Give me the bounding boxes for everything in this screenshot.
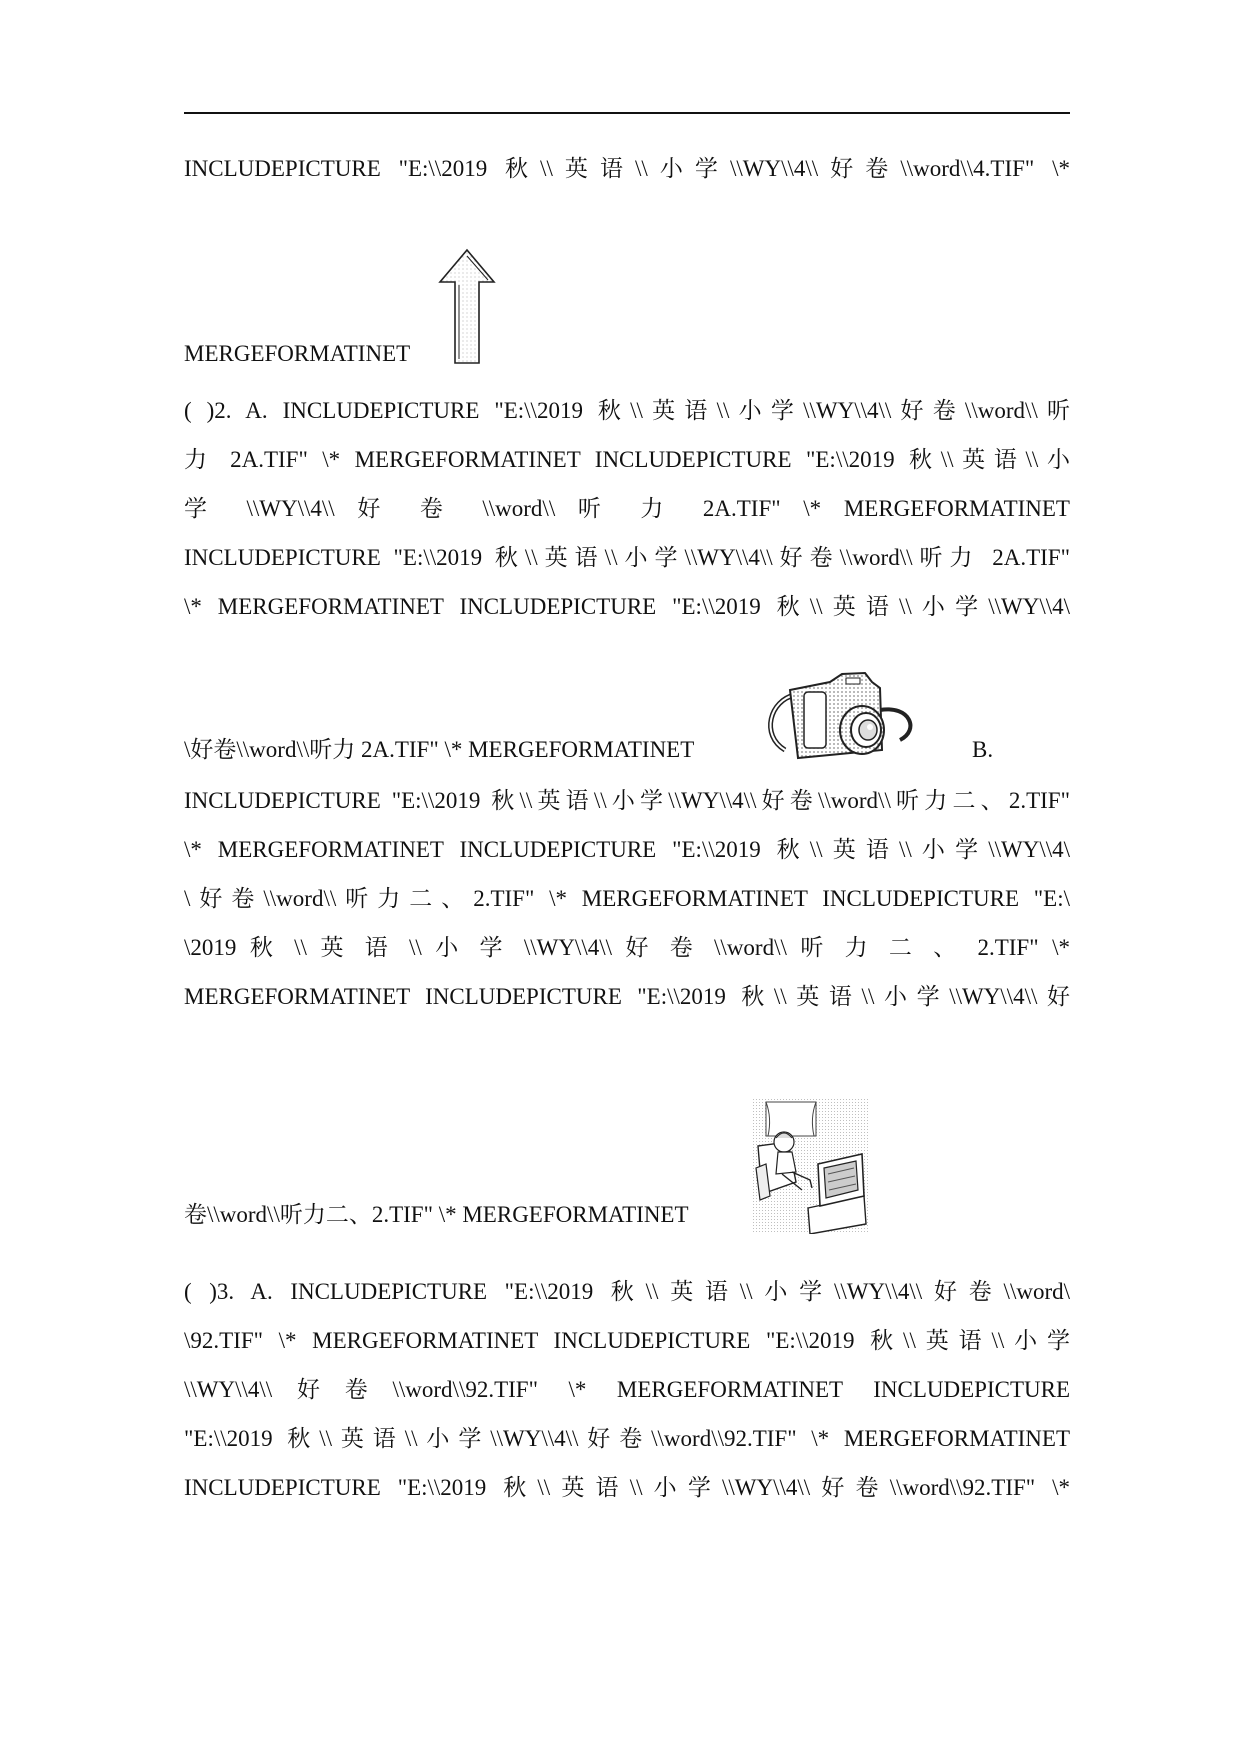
item2-camera-line: \好卷\\word\\听力 2A.TIF" \* MERGEFORMATINET (184, 737, 695, 762)
item2-tv-line: 卷\\word\\听力二、2.TIF" \* MERGEFORMATINET (184, 1202, 689, 1227)
item2-b-line-2: \* MERGEFORMATINET INCLUDEPICTURE "E:\\2019 秋\\英语\\小学\\WY\\4\ (184, 837, 1070, 862)
item3-line-2: \92.TIF" \* MERGEFORMATINET INCLUDEPICTURE "E:\\2019 秋\\英语\\小学 (184, 1328, 1070, 1353)
item2-line-2: 力 2A.TIF" \* MERGEFORMATINET INCLUDEPICTURE "E:\\2019 秋\\英语\\小 (184, 447, 1070, 472)
header-rule (184, 112, 1070, 114)
item3-line-3: \\WY\\4\\好卷\\word\\92.TIF" \* MERGEFORMATINET INCLUDEPICTURE (184, 1377, 1070, 1402)
item2-line-1: ( )2. A. INCLUDEPICTURE "E:\\2019 秋\\英语\\小学\\WY\\4\\好卷\\word\\听 (184, 398, 1070, 423)
item1-line-1: INCLUDEPICTURE "E:\\2019 秋\\英语\\小学\\WY\\4\\好卷\\word\\4.TIF" \* (184, 156, 1070, 181)
item3-line-4: "E:\\2019 秋\\英语\\小学\\WY\\4\\好卷\\word\\92.TIF" \* MERGEFORMATINET (184, 1426, 1070, 1451)
item3-line-1: ( )3. A. INCLUDEPICTURE "E:\\2019 秋\\英语\\小学\\WY\\4\\好卷\\word\ (184, 1279, 1070, 1304)
item1-line-2: MERGEFORMATINET (184, 341, 411, 366)
item2-line-5: \* MERGEFORMATINET INCLUDEPICTURE "E:\\2019 秋\\英语\\小学\\WY\\4\ (184, 594, 1070, 619)
boy-watching-tv-icon (752, 1098, 870, 1234)
item3-line-5: INCLUDEPICTURE "E:\\2019 秋\\英语\\小学\\WY\\4\\好卷\\word\\92.TIF" \* (184, 1475, 1070, 1500)
item2-line-3: 学 \\WY\\4\\ 好 卷 \\word\\ 听 力 2A.TIF" \* MERGEFORMATINET (184, 496, 1070, 521)
item2-line-4: INCLUDEPICTURE "E:\\2019 秋\\英语\\小学\\WY\\4\\好卷\\word\\听力 2A.TIF" (184, 545, 1070, 570)
item2-b-line-1: INCLUDEPICTURE "E:\\2019 秋\\英语\\小学\\WY\\4\\好卷\\word\\听力二、2.TIF" (184, 788, 1070, 813)
item2-option-b: B. (972, 737, 994, 762)
camera-icon (760, 670, 920, 770)
item2-b-line-4: \2019 秋 \\ 英 语 \\ 小 学 \\WY\\4\\ 好 卷 \\word\\ 听 力 二 、 2.TIF" \* (184, 935, 1070, 960)
up-arrow-icon (437, 247, 497, 367)
item2-b-line-5: MERGEFORMATINET INCLUDEPICTURE "E:\\2019 秋\\英语\\小学\\WY\\4\\好 (184, 984, 1070, 1009)
item2-b-line-3: \好卷\\word\\听力二、2.TIF" \* MERGEFORMATINET INCLUDEPICTURE "E:\ (184, 886, 1070, 911)
